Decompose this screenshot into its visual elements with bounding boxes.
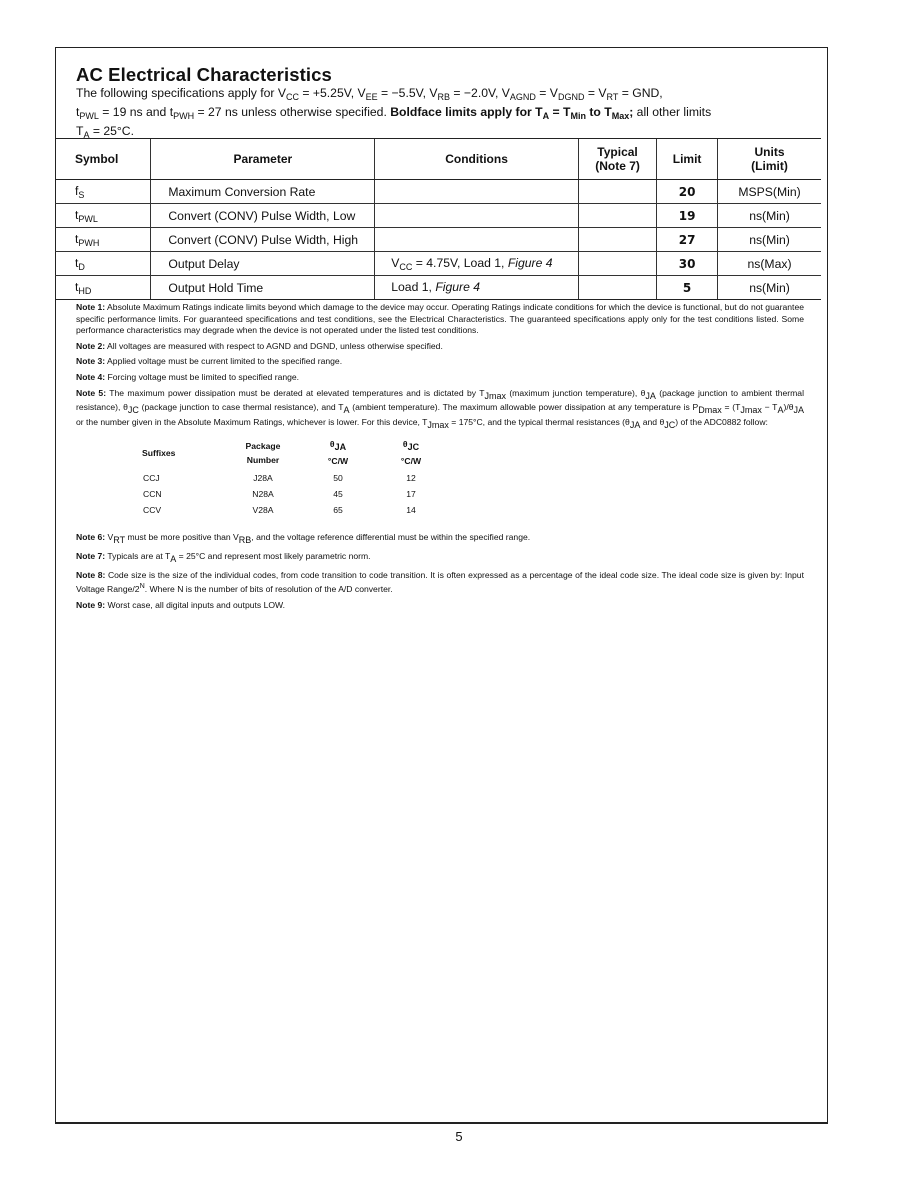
note-1: [76, 302, 804, 337]
note-label: Note 2:: [76, 340, 106, 351]
note-sub: A: [777, 405, 784, 416]
cell-conditions: [375, 252, 579, 276]
intro-text: = V: [584, 86, 607, 100]
intro-text: = GND,: [618, 86, 663, 100]
theta-unit: °C/W: [400, 456, 422, 467]
note-text: Code size is the size of the individual codes, from code transition to code transition. It is often expressed as a percentage of the ideal code size. The ideal code size is given by: Input Voltage Range/2: [76, 569, 804, 594]
cell-units: MSPS(Min): [718, 180, 821, 204]
cell-units: ns(Min): [718, 276, 821, 300]
note-text: Absolute Maximum Ratings indicate limits beyond which damage to the device may occur. Operating Ratings indicate conditions for which the device is functional, but do not guarantee specific performance limits. For guaranteed specifications and test conditions, see the Electrical Characteristics. The guaranteed specifications apply only for the test conditions listed. Some performance characteristics may degrade when the device is not operated under the listed test conditions.: [76, 302, 805, 336]
note-label: Note 6:: [76, 532, 106, 543]
intro-sub: RT: [606, 92, 619, 102]
note-sub: A: [170, 553, 177, 564]
theta-symbol: θ: [402, 439, 408, 450]
note-text: . Where N is the number of bits of resolution of the A/D converter.: [144, 583, 393, 594]
header-symbol: Symbol: [55, 139, 151, 180]
table-header-row: [55, 139, 821, 180]
cond-text: V: [391, 255, 400, 270]
thermal-header-theta-jc: [380, 437, 442, 470]
note-sub: A: [343, 405, 350, 416]
note-sub: JC: [127, 405, 139, 416]
thermal-header-package: [230, 437, 296, 470]
bottom-rule: [55, 1122, 828, 1124]
cell-parameter: Maximum Conversion Rate: [151, 180, 375, 204]
note-label: Note 3:: [76, 356, 106, 367]
note-8: [76, 570, 804, 596]
note-text: Typicals are at T: [105, 550, 171, 561]
header-units-line1: Units: [754, 145, 785, 159]
header-typical-line1: Typical: [597, 145, 638, 159]
symbol-text: f: [75, 183, 79, 198]
note-2: [76, 341, 804, 353]
thermal-package: V28A: [252, 505, 274, 516]
note-text: (package junction to case thermal resistance), and T: [138, 402, 344, 413]
thermal-package: N28A: [252, 489, 274, 500]
intro-sub: PWL: [79, 111, 99, 121]
intro-paragraph: [76, 86, 804, 143]
theta-unit: °C/W: [327, 456, 349, 467]
table-body: [55, 180, 821, 300]
intro-sub: AGND: [509, 92, 536, 102]
intro-text: all other limits: [633, 105, 712, 119]
intro-text: The following specifications apply for V: [76, 86, 287, 100]
symbol-text: t: [75, 279, 79, 294]
symbol-text: t: [75, 255, 79, 270]
note-3: [76, 356, 804, 368]
symbol-sub: S: [78, 189, 85, 200]
intro-sub: RB: [437, 92, 451, 102]
cell-typical: [578, 276, 656, 300]
thermal-theta-jc: 17: [406, 489, 416, 500]
theta-sub: JA: [334, 442, 347, 453]
note-text: V: [105, 532, 114, 543]
cell-symbol: [55, 276, 151, 300]
intro-sub: Min: [570, 111, 586, 121]
note-7: [76, 551, 804, 566]
boldface-note: [390, 105, 633, 119]
symbol-sub: HD: [78, 285, 92, 296]
cond-figure-ref: Figure 4: [435, 279, 481, 294]
cell-symbol: [55, 252, 151, 276]
cell-units: ns(Min): [718, 228, 821, 252]
thermal-body: [142, 470, 442, 518]
cell-units: ns(Min): [718, 204, 821, 228]
cell-typical: [578, 180, 656, 204]
thermal-header-row: [142, 437, 442, 470]
note-text: = (T: [721, 402, 741, 413]
cell-limit: 30: [657, 252, 718, 276]
intro-sub: PWH: [173, 111, 195, 121]
note-text: Forcing voltage must be limited to specified range.: [105, 371, 300, 382]
cond-text: = 4.75V, Load 1,: [412, 255, 508, 270]
cell-limit: 19: [657, 204, 718, 228]
note-label: Note 9:: [76, 599, 106, 610]
header-typical: [578, 139, 656, 180]
note-sub: Jmax: [484, 390, 506, 401]
symbol-sub: PWH: [78, 237, 100, 248]
intro-text: = V: [535, 86, 558, 100]
cell-units: ns(Max): [718, 252, 821, 276]
note-text: )/θ: [783, 402, 794, 413]
note-sub: Jmax: [740, 405, 762, 416]
intro-sub: Max: [611, 111, 630, 121]
table-row: [55, 252, 821, 276]
note-text: and θ: [640, 416, 665, 427]
note-9: [76, 600, 804, 612]
thermal-row: [142, 486, 442, 502]
intro-text: = +5.25V, V: [299, 86, 366, 100]
intro-sub: A: [542, 111, 550, 121]
note-5: [76, 388, 804, 432]
symbol-text: t: [75, 231, 79, 246]
note-sub: JA: [629, 419, 641, 430]
symbol-text: t: [75, 207, 79, 222]
note-4: [76, 372, 804, 384]
cond-sub: CC: [399, 261, 413, 272]
thermal-row: [142, 502, 442, 518]
header-limit: Limit: [657, 139, 718, 180]
cell-conditions: [375, 276, 579, 300]
cond-figure-ref: Figure 4: [507, 255, 553, 270]
intro-text: = 25°C.: [89, 124, 134, 138]
thermal-header-package-line1: Package: [245, 440, 281, 451]
header-units: [718, 139, 821, 180]
cell-conditions: [375, 228, 579, 252]
thermal-theta-ja: 65: [333, 505, 343, 516]
thermal-suffix: CCV: [143, 505, 162, 516]
intro-text: = −2.0V, V: [450, 86, 510, 100]
note-sub: JA: [645, 390, 656, 401]
cell-typical: [578, 252, 656, 276]
table-row: [55, 204, 821, 228]
intro-sub: A: [83, 130, 90, 140]
thermal-row: [142, 470, 442, 486]
note-text: Applied voltage must be current limited to the specified range.: [105, 356, 343, 367]
cell-typical: [578, 228, 656, 252]
intro-bold-text: ;: [629, 105, 634, 119]
page-number: 5: [455, 1129, 463, 1144]
note-text: or the number given in the Absolute Maximum Ratings, whichever is lower. For this device, T: [76, 416, 428, 427]
note-label: Note 7:: [76, 550, 106, 561]
note-text: = 25°C and represent most likely parametric norm.: [176, 550, 371, 561]
thermal-header-theta-ja: [296, 437, 380, 470]
note-text: , and the voltage reference differential must be within the specified range.: [251, 532, 531, 543]
header-units-line2: (Limit): [751, 159, 788, 173]
thermal-package: J28A: [253, 473, 273, 484]
cell-parameter: Output Hold Time: [151, 276, 375, 300]
section-title: AC Electrical Characteristics: [76, 64, 332, 85]
ac-characteristics-table: [55, 138, 821, 300]
intro-sub: DGND: [557, 92, 585, 102]
thermal-theta-ja: 45: [333, 489, 343, 500]
note-sub: Dmax: [698, 405, 722, 416]
note-text: = 175°C, and the typical thermal resistances (θ: [448, 416, 630, 427]
note-text: (ambient temperature). The maximum allowable power dissipation at any temperature is P: [349, 402, 699, 413]
cell-parameter: Convert (CONV) Pulse Width, Low: [151, 204, 375, 228]
theta-sub: JC: [407, 442, 420, 453]
note-text: − T: [761, 402, 778, 413]
note-text: The maximum power dissipation must be derated at elevated temperatures and is dictated by T: [106, 387, 485, 398]
note-text: Worst case, all digital inputs and outputs LOW.: [105, 599, 286, 610]
cell-conditions: [375, 204, 579, 228]
thermal-header-package-line2: Number: [246, 454, 280, 465]
header-conditions: Conditions: [375, 139, 579, 180]
symbol-sub: D: [78, 261, 85, 272]
cell-limit: 5: [657, 276, 718, 300]
note-text: must be more positive than V: [125, 532, 239, 543]
cell-typical: [578, 204, 656, 228]
note-sub: Jmax: [427, 419, 449, 430]
intro-text: = 19 ns and t: [98, 105, 174, 119]
intro-text: T: [76, 124, 84, 138]
thermal-resistance-table: [142, 437, 442, 518]
header-block: [76, 64, 804, 143]
cond-text: Load 1,: [391, 279, 436, 294]
note-label: Note 8:: [76, 569, 106, 580]
note-sub: JA: [793, 405, 804, 416]
note-label: Note 5:: [76, 387, 107, 398]
intro-bold-text: to T: [585, 105, 612, 119]
thermal-header-suffixes: Suffixes: [142, 447, 176, 458]
thermal-theta-jc: 14: [406, 505, 416, 516]
cell-symbol: [55, 180, 151, 204]
note-text: (maximum junction temperature), θ: [505, 387, 646, 398]
thermal-theta-ja: 50: [333, 473, 343, 484]
cell-symbol: [55, 228, 151, 252]
intro-text: = 27 ns unless otherwise specified.: [194, 105, 387, 119]
thermal-suffix: CCJ: [143, 473, 160, 484]
header-parameter: Parameter: [151, 139, 375, 180]
note-sub: RB: [238, 535, 252, 546]
table-row: [55, 228, 821, 252]
note-sub: RT: [113, 535, 126, 546]
cell-limit: 20: [657, 180, 718, 204]
note-sub: JC: [664, 419, 676, 430]
table-row: [55, 276, 821, 300]
note-label: Note 4:: [76, 371, 106, 382]
intro-text: t: [76, 105, 80, 119]
note-text: ) of the ADC0882 follow:: [675, 416, 768, 427]
intro-bold-text: = T: [549, 105, 571, 119]
note-text: All voltages are measured with respect to AGND and DGND, unless otherwise specified.: [105, 340, 443, 351]
note-6: [76, 532, 804, 547]
cell-parameter: Convert (CONV) Pulse Width, High: [151, 228, 375, 252]
note-sup: N: [139, 582, 145, 591]
note-text: (package junction to ambient thermal resistance), θ: [76, 387, 804, 413]
intro-sub: CC: [286, 92, 300, 102]
notes-section: [76, 302, 804, 615]
cell-symbol: [55, 204, 151, 228]
intro-bold-text: Boldface limits apply for T: [390, 105, 543, 119]
thermal-suffix: CCN: [143, 489, 162, 500]
thermal-theta-jc: 12: [406, 473, 416, 484]
symbol-sub: PWL: [78, 213, 98, 224]
theta-symbol: θ: [329, 439, 335, 450]
header-typical-line2: (Note 7): [595, 159, 640, 173]
cell-parameter: Output Delay: [151, 252, 375, 276]
intro-sub: EE: [365, 92, 378, 102]
note-label: Note 1:: [76, 302, 106, 312]
cell-limit: 27: [657, 228, 718, 252]
intro-text: = −5.5V, V: [377, 86, 438, 100]
table-row: [55, 180, 821, 204]
cell-conditions: [375, 180, 579, 204]
